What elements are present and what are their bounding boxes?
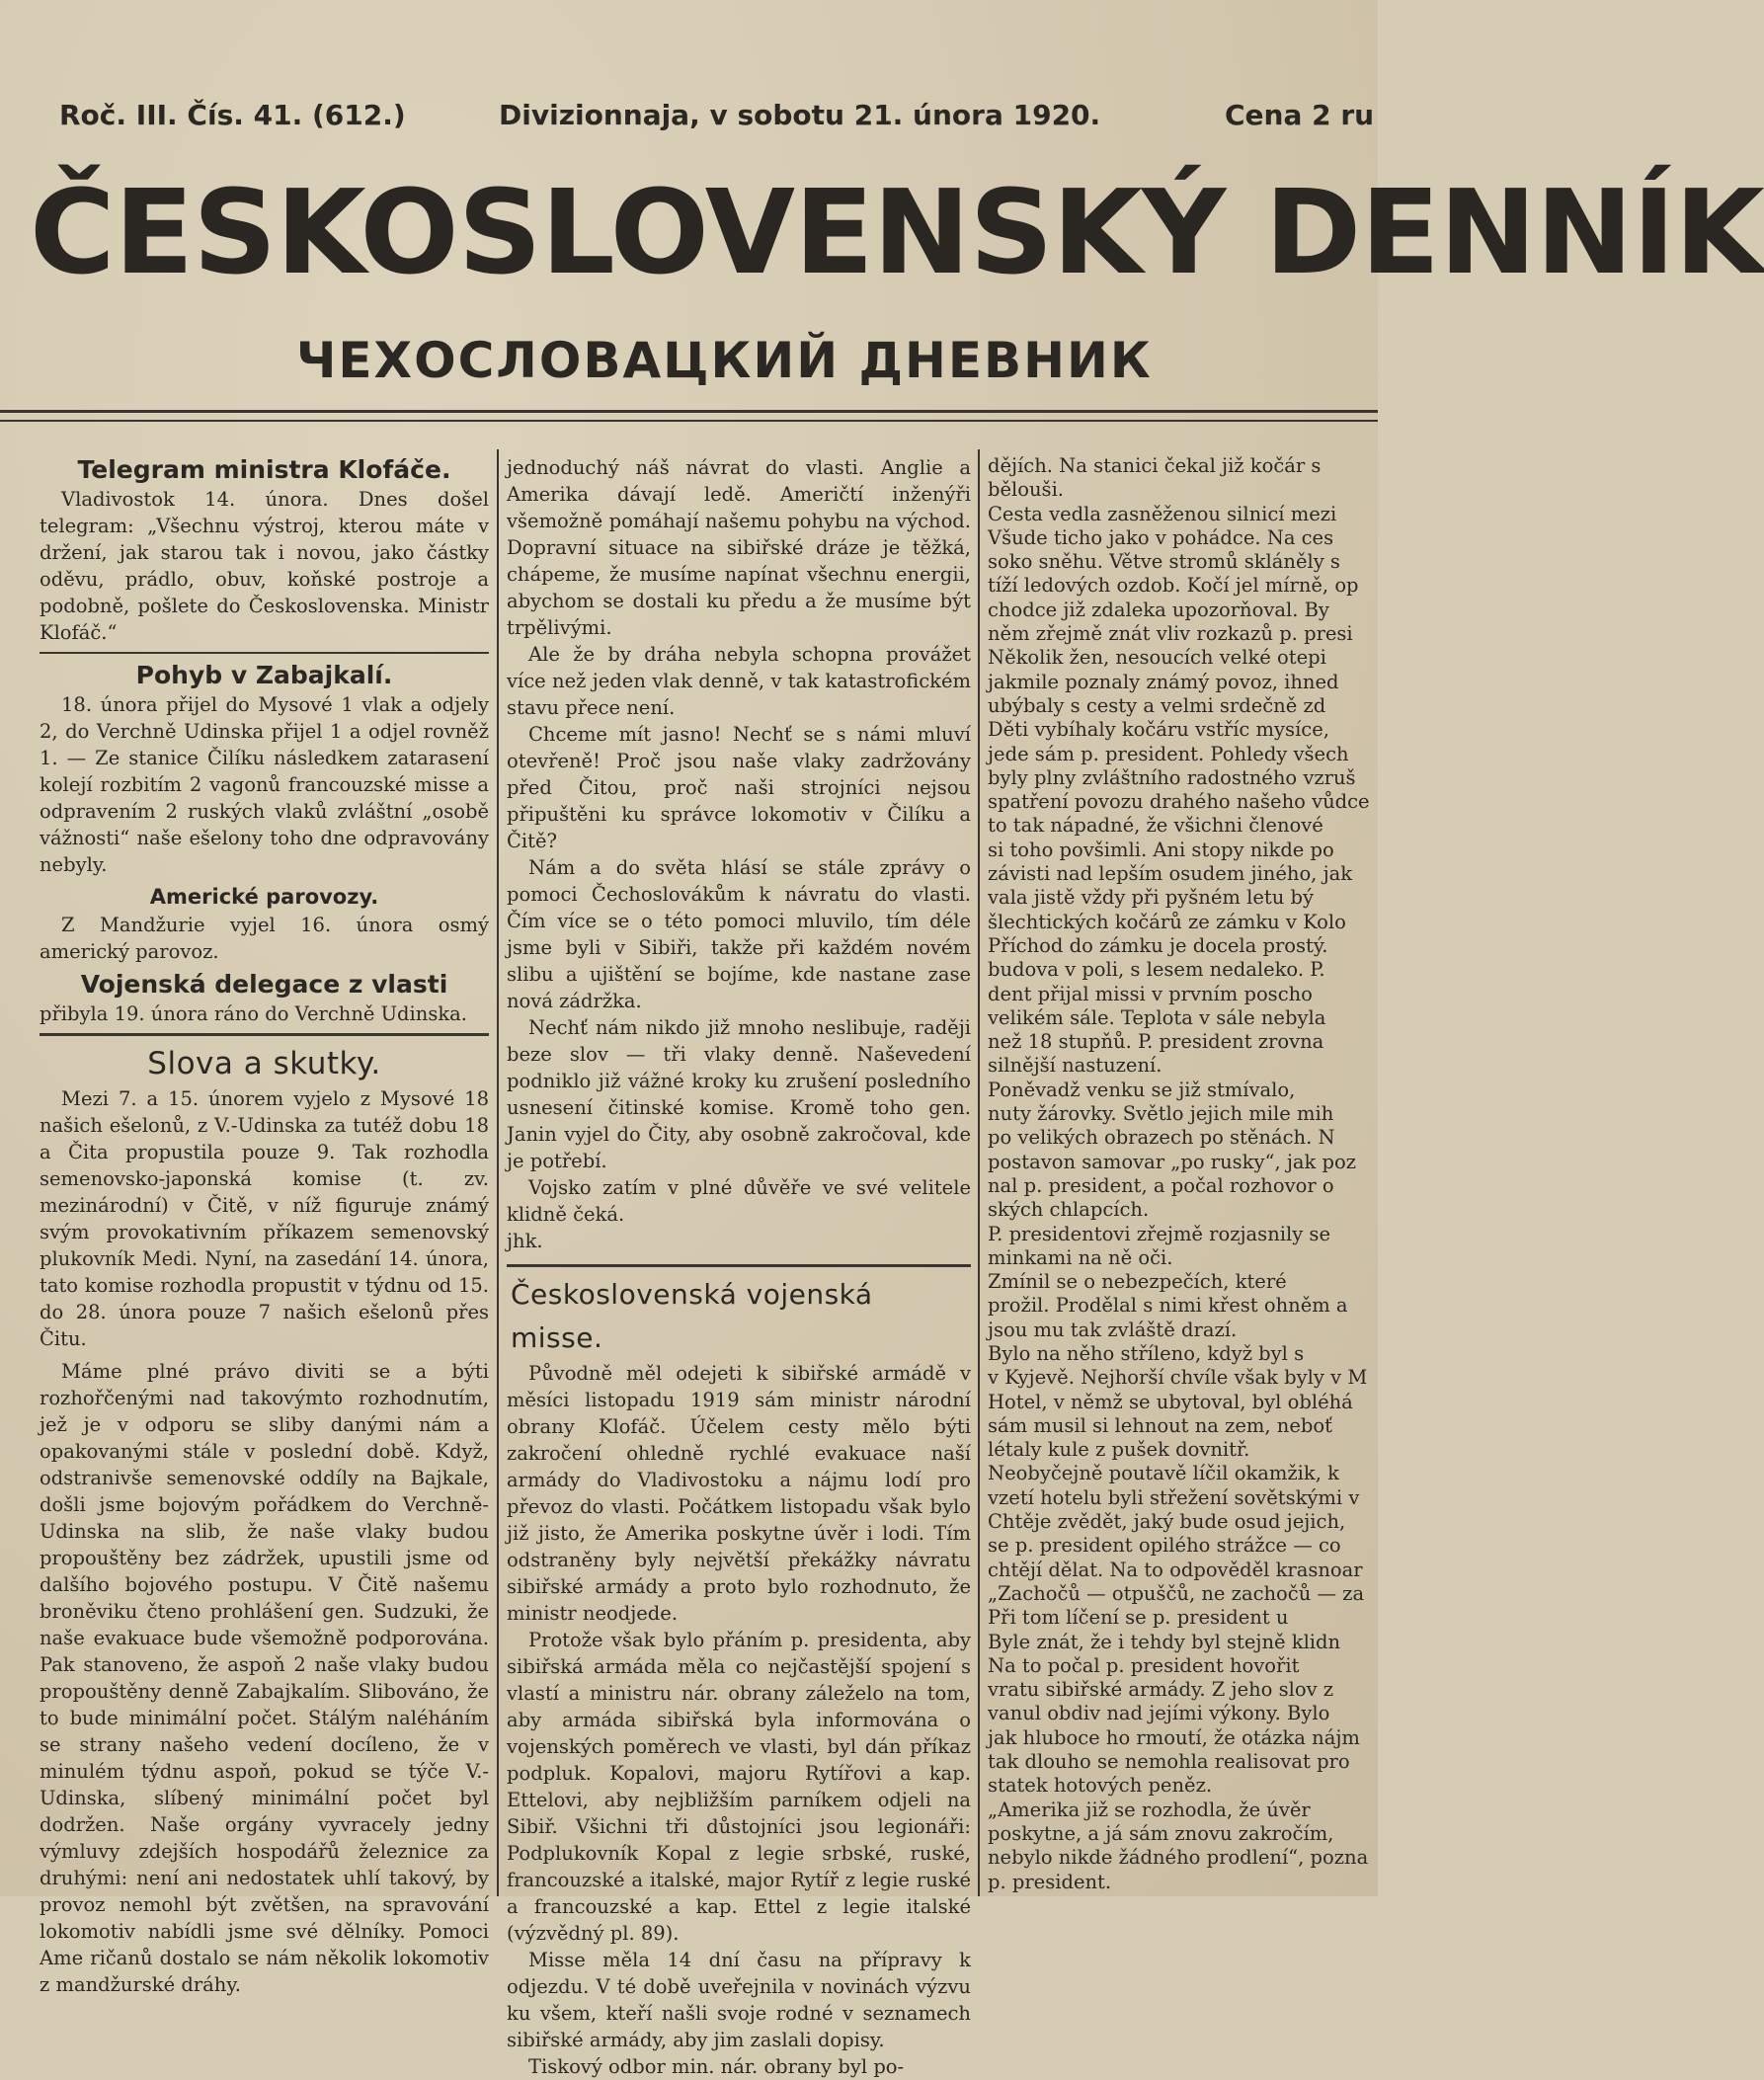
issue-number: Roč. III. Čís. 41. (612.) xyxy=(59,99,406,131)
article-continued-paragraph-4: Nám a do světa hlásí se stále zprávy o pomoci Čechoslovákům k návratu do vlasti. Čím více se o této pomoci mluvilo, tím déle jsme byli v Sibiři, takže při každém novém slibu a ujištění se bojíme, kde nastane zase nová zádržka. xyxy=(507,856,971,1012)
newspaper-title: ČESKOSLOVENSKÝ DENNÍK xyxy=(30,164,1764,300)
column-3-line: poskytne, a já sám znovu zakročím, xyxy=(988,1821,1334,1845)
article-misse-paragraph-3: Misse měla 14 dní času na přípravy k odjezdu. V té době uveřejnila v novinách výzvu ku všem, kteří našli svoje rodné v seznamech sibiřské armády, aby jim zaslali dopisy. xyxy=(507,1949,971,2051)
column-3-line: to tak nápadné, že všichni členové xyxy=(988,814,1323,838)
article-delegace-text: přibyla 19. února ráno do Verchně Udinska. xyxy=(40,1002,467,1025)
newspaper-subtitle-russian: ЧЕХОСЛОВАЦКИЙ ДНЕВНИК xyxy=(296,332,1153,389)
column-3-line: závisti nad lepším osudem jiného, jak xyxy=(988,862,1353,886)
column-3-line: Příchod do zámku je docela prostý. xyxy=(988,933,1328,957)
column-3-line: ubýbaly s cesty a velmi srdečně zd xyxy=(988,693,1326,717)
column-3-line: tak dlouho se nemohla realisovat pro xyxy=(988,1750,1350,1774)
column-3-line: sám musil si lehnout na zem, neboť xyxy=(988,1413,1332,1437)
section-divider xyxy=(40,652,489,654)
column-3-line: Na to počal p. president hovořit xyxy=(988,1653,1300,1677)
column-3-line: vzetí hotelu byli střežení sovětskými v xyxy=(988,1485,1360,1509)
column-rule-2 xyxy=(978,449,980,1896)
column-3-line: se p. president opilého strážce — co xyxy=(988,1534,1341,1558)
column-3-line: než 18 stupňů. P. president zrovna xyxy=(988,1030,1324,1054)
column-3-line: Chtěje zvědět, jaký bude osud jejich, xyxy=(988,1510,1346,1534)
column-3-line: Byle znát, že i tehdy byl stejně klidn xyxy=(988,1630,1341,1653)
masthead-rule-top xyxy=(0,410,1378,413)
column-3-line: Poněvadž venku se již stmívalo, xyxy=(988,1078,1296,1101)
column-3-line: nebylo nikde žádného prodlení“, pozna xyxy=(988,1846,1369,1870)
article-continued-paragraph-1: jednoduchý náš návrat do vlasti. Anglie a Amerika dávají ledě. Američtí inženýři všemožně pomáhají našemu pohybu na východ. Dopravní situace na sibiřské dráze je těžká, chápeme, že musíme napínat všechnu energii, abychom se dostali ku předu a že musíme být trpělivými. xyxy=(507,456,971,639)
column-3-line: Několik žen, nesoucích velké otepi xyxy=(988,646,1326,670)
column-3-line: „Zachočů — otpuščů, ne zachočů — za xyxy=(988,1581,1365,1605)
masthead-rule-bottom xyxy=(0,420,1378,422)
column-3-line: velikém sále. Teplota v sále nebyla xyxy=(988,1005,1326,1029)
column-3-line: Cesta vedla zasněženou silnicí mezi xyxy=(988,502,1337,525)
price: Cena 2 ru xyxy=(1225,99,1375,131)
column-3-line: P. presidentovi zřejmě rozjasnily se xyxy=(988,1222,1330,1245)
headline-slova-a-skutky: Slova a skutky. xyxy=(147,1046,381,1081)
column-3-line: budova v poli, s lesem nedaleko. P. xyxy=(988,958,1325,982)
column-3-line: soko sněhu. Větve stromů skláněly s xyxy=(988,550,1340,574)
column-3-line: prožil. Prodělal s nimi křest ohněm a xyxy=(988,1294,1348,1318)
column-3-line: vanul obdiv nad jejími výkony. Bylo xyxy=(988,1702,1330,1725)
article-misse-paragraph-2: Protože však bylo přáním p. presidenta, aby sibiřská armáda měla co nejčastější spojení s vlastí a ministru nár. obrany záleželo na tom, aby armáda sibiřská byla informována o vojenských poměrech ve vlasti, byl dán příkaz podpluk. Kopalovi, majoru Rytířovi a kap. Ettelovi, aby nejbližším parníkem odjeli na Sibiř. Všichni tři důstojníci jsou legionáři: Podplukovník Kopal z legie srbské, ruské, francouzské a italské, major Rytíř z legie ruské a francouzské a kap. Ettel z legie italské (výzvědný pl. 89). xyxy=(507,1629,971,1945)
column-3-line: silnější nastuzení. xyxy=(988,1054,1163,1078)
column-3-line: dent přijal missi v prvním poscho xyxy=(988,982,1313,1005)
section-divider xyxy=(507,1264,971,1267)
column-rule-1 xyxy=(497,449,499,1896)
headline-telegram: Telegram ministra Klofáče. xyxy=(77,455,451,484)
column-3-line: „Amerika již se rozhodla, že úvěr xyxy=(988,1798,1311,1821)
article-misse-paragraph-1: Původně měl odejeti k sibiřské armádě v měsíci listopadu 1919 sám ministr národní obrany Klofáč. Účelem cesty mělo býti zakročení ohledně rychlé evakuace naší armády do Vladivostoku a nájmu lodí pro převoz do vlasti. Počátkem listopadu však bylo již jisto, že Amerika poskytne úvěr i lodi. Tím odstraněny byly největší překážky návratu sibiřské armády a proto bylo rozhodnuto, že ministr neodjede. xyxy=(507,1362,971,1625)
place-date: Divizionnaja, v sobotu 21. února 1920. xyxy=(499,99,1101,131)
article-zabajkali-text: 18. února přijel do Mysové 1 vlak a odjely 2, do Verchně Udinska přijel 1 a odjel rovněž 1. — Ze stanice Čilíku následkem zatarasení kolejí rozbitím 2 vagonů francouzské misse a odpravením 2 ruských vlaků zvláštní „osobě vážnosti“ naše ešelony toho dne odpravovány nebyly. xyxy=(40,693,489,876)
article-parovozy-text: Z Mandžurie vyjel 16. února osmý americký parovoz. xyxy=(40,914,489,963)
article-continued-paragraph-6: Vojsko zatím v plné důvěře ve své velitele klidně čeká. xyxy=(507,1176,971,1226)
article-signature: jhk. xyxy=(507,1230,543,1252)
column-3-line: statek hotových peněz. xyxy=(988,1774,1213,1798)
column-3-line: dějích. Na stanici čekal již kočár s xyxy=(988,454,1322,477)
column-3-line: vratu sibiřské armády. Z jeho slov z xyxy=(988,1678,1334,1702)
column-3-line: tíží ledových ozdob. Kočí jel mírně, op xyxy=(988,574,1359,598)
column-3-line: jede sám p. president. Pohledy všech xyxy=(988,742,1349,765)
column-3-line: bělouši. xyxy=(988,478,1065,502)
column-3-line: jsou mu tak zvláště drazí. xyxy=(988,1318,1238,1341)
masthead-info-line xyxy=(59,99,1378,138)
column-3-line: byly plny zvláštního radostného vzruš xyxy=(988,765,1356,789)
column-3-line: Neobyčejně poutavě líčil okamžik, k xyxy=(988,1462,1339,1485)
column-3-line: Hotel, v němž se ubytoval, byl obléhá xyxy=(988,1390,1353,1413)
column-3-line: chtějí dělat. Na to odpověděl krasnoar xyxy=(988,1558,1363,1581)
article-continued-paragraph-5: Nechť nám nikdo již mnoho neslibuje, raději beze slov — tři vlaky denně. Naševedení podniklo již vážné kroky ku zrušení posledního usnesení čitinské komise. Kromě toho gen. Janin vyjel do Čity, aby osobně zakročoval, kde je potřebí. xyxy=(507,1016,971,1172)
article-slova-paragraph-1: Mezi 7. a 15. únorem vyjelo z Mysové 18 našich ešelonů, z V.-Udinska za tutéž dobu 18 a Čita propustila pouze 9. Tak rozhodla semenovsko-japonská komise (t. zv. mezinárodní) v Čitě, v níž figuruje známý svým provokativním příkazem semenovský plukovník Medi. Nyní, na zasedání 14. února, tato komise rozhodla propustit v týdnu od 15. do 28. února pouze 7 našich ešelonů přes Čitu. xyxy=(40,1087,489,1350)
article-slova-paragraph-2: Máme plné právo diviti se a býti rozhořčenými nad takovýmto rozhodnutím, jež je v odporu se sliby danými nám a opakovanými stále v poslední době. Když, odstranivše semenovské oddíly na Bajkale, došli jsme bojovým pořádkem do Verchně-Udinska na slib, že naše vlaky budou propouštěny bez zádržek, upustili jsme od dalšího bojového postupu. V Čitě našemu broněviku čteno prohlášení gen. Sudzuki, že naše evakuace bude všemožně podporována. Pak stanoveno, že aspoň 2 naše vlaky budou propouštěny denně Zabajkalím. Slibováno, že to bude minimální počet. Stálým naléháním se strany našeho vedení docíleno, že v minulém týdnu aspoň, pokud se týče V.-Udinska, slíbený minimální počet byl dodržen. Naše orgány vyvracely jedny výmluvy zdejších hospodářů železnice za druhými: není ani nedostatek uhlí takový, by provoz nemohl být zvětšen, na spravování lokomotiv nabídli jsme své dělníky. Pomoci Ame ričanů dostalo se nám několik lokomotiv z mandžurské dráhy. xyxy=(40,1360,489,1996)
column-3 xyxy=(988,454,1378,1896)
article-misse-paragraph-4: Tiskový odbor min. nár. obrany byl po- xyxy=(528,2055,905,2078)
column-3-line: minkami na ně oči. xyxy=(988,1245,1173,1269)
column-3-line: létaly kule z pušek dovnitř. xyxy=(988,1438,1250,1462)
column-3-line: vala jistě vždy při pyšném letu bý xyxy=(988,886,1314,910)
column-3-line: Při tom líčení se p. president u xyxy=(988,1606,1289,1630)
headline-parovozy: Americké parovozy. xyxy=(149,885,379,909)
column-3-line: nal p. president, a počal rozhovor o xyxy=(988,1173,1334,1197)
article-continued-paragraph-3: Chceme mít jasno! Nechť se s námi mluví otevřeně! Proč jsou naše vlaky zadržovány před Čitou, proč naši strojníci nejsou připuštěni ku správce lokomotiv v Čilíku a Čitě? xyxy=(507,723,971,852)
column-3-line: něm zřejmě znát vliv rozkazů p. presi xyxy=(988,622,1353,646)
article-continued-paragraph-2: Ale že by dráha nebyla schopna provážet více než jeden vlak denně, v tak katastrofickém stavu přece není. xyxy=(507,643,971,719)
column-3-line: Zmínil se o nebezpečích, které xyxy=(988,1270,1287,1294)
column-3-line: Děti vybíhaly kočáru vstříc mysíce, xyxy=(988,718,1329,742)
column-3-line: šlechtických kočárů ze zámku v Kolo xyxy=(988,910,1346,933)
column-2 xyxy=(507,454,971,2078)
column-3-lines xyxy=(988,454,1378,1894)
column-3-line: ských chlapcích. xyxy=(988,1198,1150,1222)
column-3-line: jak hluboce ho rmoutí, že otázka nájm xyxy=(988,1725,1360,1749)
section-divider xyxy=(40,1033,489,1036)
headline-vojenska-misse: Československá vojenská misse. xyxy=(511,1278,873,1354)
column-3-line: p. president. xyxy=(988,1870,1112,1893)
column-3-line: chodce již zdaleka upozorňoval. By xyxy=(988,598,1329,621)
column-3-line: Všude ticho jako v pohádce. Na ces xyxy=(988,525,1334,549)
column-1 xyxy=(40,454,489,1996)
column-3-line: spatření povozu drahého našeho vůdce xyxy=(988,790,1370,814)
column-3-line: po velikých obrazech po stěnách. N xyxy=(988,1126,1335,1150)
headline-delegace: Vojenská delegace z vlasti xyxy=(80,970,448,999)
column-3-line: postavon samovar „po rusky“, jak poz xyxy=(988,1150,1357,1173)
column-3-line: nuty žárovky. Světlo jejich mile mih xyxy=(988,1102,1334,1126)
article-telegram-text: Vladivostok 14. února. Dnes došel telegram: „Všechnu výstroj, kterou máte v držení, jak starou tak i novou, jako částky oděvu, prádlo, obuv, koňské postroje a podobně, pošlete do Československa. Ministr Klofáč.“ xyxy=(40,488,489,644)
headline-zabajkali: Pohyb v Zabajkalí. xyxy=(135,661,393,689)
column-3-line: jakmile poznaly známý povoz, ihned xyxy=(988,670,1339,693)
column-3-line: v Kyjevě. Nejhorší chvíle však byly v M xyxy=(988,1366,1368,1390)
column-3-line: Bylo na něho stříleno, když byl s xyxy=(988,1341,1305,1365)
column-3-line: si toho povšimli. Ani stopy nikde po xyxy=(988,838,1334,861)
